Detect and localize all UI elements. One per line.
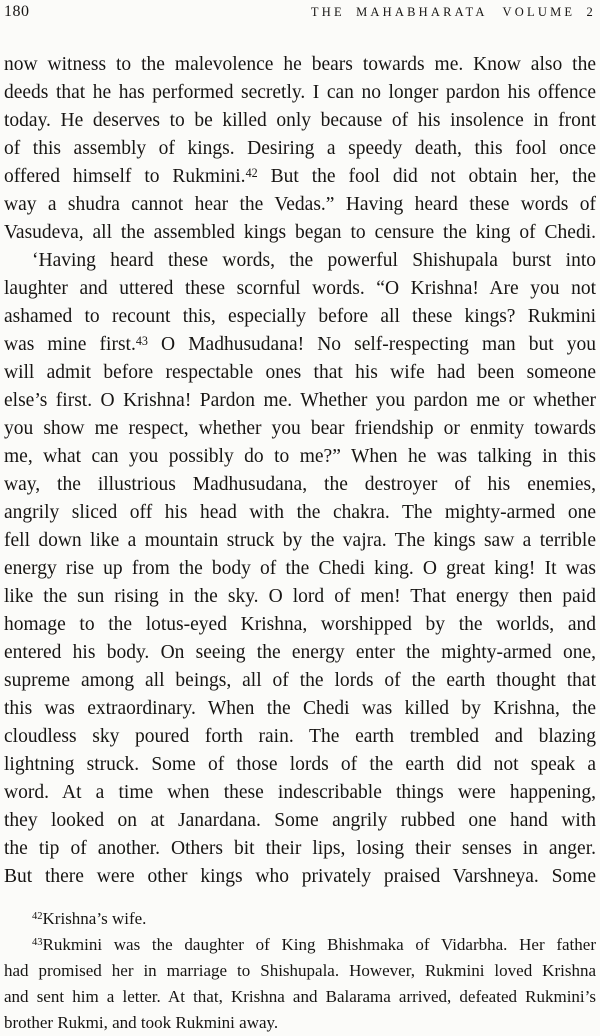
text-line: was mine first.$^{43}$ O Madhusudana! No self-respecting man but you xyxy=(4,333,596,355)
text-line: entered his body. On seeing the energy enter the mighty-armed one, xyxy=(4,642,596,663)
text-line: will admit before respectable ones that his wife had been someone xyxy=(4,362,596,383)
paragraph xyxy=(4,51,596,247)
text-line: $^{42}$Krishna’s wife. xyxy=(32,909,147,928)
body-text xyxy=(4,51,596,891)
paragraph xyxy=(4,932,596,1036)
footnotes xyxy=(4,906,596,1036)
text-line: brother Rukmi, and took Rukmini away. xyxy=(4,1013,279,1032)
text-line: energy rise up from the body of the Chedi king. O great king! It was xyxy=(4,558,596,579)
text-line: of this assembly of kings. Desiring a speedy death, this fool once xyxy=(4,138,596,159)
text-line: homage to the lotus-eyed Krishna, worshipped by the worlds, and xyxy=(4,614,596,635)
text-line: deeds that he has performed secretly. I can no longer pardon his offence xyxy=(4,82,596,103)
text-line: now witness to the malevolence he bears towards me. Know also the xyxy=(4,54,596,75)
text-line: angrily sliced off his head with the chakra. The mighty-armed one xyxy=(4,502,596,523)
text-line: way, the illustrious Madhusudana, the destroyer of his enemies, xyxy=(4,474,596,495)
text-line: the tip of another. Others bit their lips, losing their senses in anger. xyxy=(4,838,596,859)
running-title: THE MAHABHARATA xyxy=(310,5,488,19)
text-line: Vasudeva, all the assembled kings began to censure the king of Chedi. xyxy=(4,222,596,243)
volume-label: VOLUME 2 xyxy=(502,5,596,19)
footnote-marker: 42 xyxy=(32,911,43,923)
text-line: word. At a time when these indescribable things were happening, xyxy=(4,782,596,803)
text-line: you show me respect, whether you bear friendship or enmity towards xyxy=(4,418,596,439)
text-line: like the sun rising in the sky. O lord of men! That energy then paid xyxy=(4,586,596,607)
footnote-marker: 43 xyxy=(135,333,148,348)
text-line: else’s first. O Krishna! Pardon me. Whether you pardon me or whether xyxy=(4,390,596,411)
text-line: way a shudra cannot hear the Vedas.” Having heard these words of xyxy=(4,194,596,215)
text-line: me, what can you possibly do to me?” When he was talking in this xyxy=(4,446,596,467)
text-line: ‘Having heard these words, the powerful Shishupala burst into xyxy=(32,250,596,271)
text-line: cloudless sky poured forth rain. The earth trembled and blazing xyxy=(4,726,596,747)
text-line: $^{43}$Rukmini was the daughter of King Bhishmaka of Vidarbha. Her father xyxy=(32,935,596,954)
text-line: they looked on at Janardana. Some angrily rubbed one hand with xyxy=(4,810,596,831)
text-line: laughter and uttered these scornful words. “O Krishna! Are you not xyxy=(4,278,596,299)
page-header xyxy=(4,3,596,22)
paragraph xyxy=(4,247,596,891)
text-line: this was extraordinary. When the Chedi was killed by Krishna, the xyxy=(4,698,596,719)
text-line: supreme among all beings, all of the lords of the earth thought that xyxy=(4,670,596,691)
text-line: But there were other kings who privately praised Varshneya. Some xyxy=(4,866,596,887)
text-line: and sent him a letter. At that, Krishna and Balarama arrived, defeated Rukmini’s xyxy=(4,987,596,1006)
footnote-marker: 42 xyxy=(245,165,258,180)
paragraph xyxy=(4,906,596,932)
text-line: lightning struck. Some of those lords of the earth did not speak a xyxy=(4,754,596,775)
text-line: offered himself to Rukmini.$^{42}$ But the fool did not obtain her, the xyxy=(4,165,596,187)
running-header xyxy=(311,5,596,20)
text-line: fell down like a mountain struck by the vajra. The kings saw a terrible xyxy=(4,530,596,551)
text-line: had promised her in marriage to Shishupala. However, Rukmini loved Krishna xyxy=(4,961,596,980)
text-line: ashamed to recount this, especially before all these kings? Rukmini xyxy=(4,306,596,327)
text-line: today. He deserves to be killed only because of his insolence in front xyxy=(4,110,596,131)
footnote-marker: 43 xyxy=(32,937,43,949)
page-number: 180 xyxy=(4,3,30,20)
